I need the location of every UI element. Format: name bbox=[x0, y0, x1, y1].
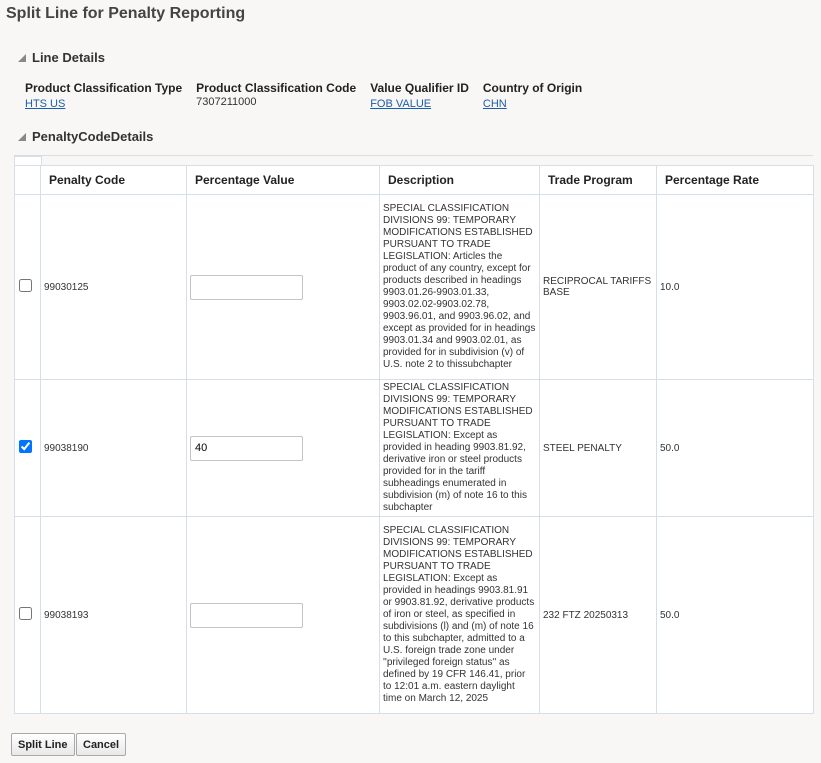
percentage-value-input[interactable] bbox=[190, 275, 303, 300]
column-header[interactable]: Percentage Value bbox=[187, 166, 380, 195]
description: SPECIAL CLASSIFICATION DIVISIONS 99: TEMPORARY MODIFICATIONS ESTABLISHED PURSUANT TO TRADE LEGISLATION: Except as provided in headings 9903.81.91 or 9903.81.92, derivative products of iron or steel, as specified in subdivisions (l) and (m) of note 16 to this subchapter, admitted to a U.S. foreign trade zone under ''privileged foreign status'' as defined by 19 CFR 146.41, prior to 12:01 a.m. eastern daylight time on March 12, 2025 bbox=[380, 517, 540, 714]
field-product-classification-type bbox=[25, 81, 182, 110]
field-country-of-origin bbox=[483, 81, 582, 110]
trade-program: RECIPROCAL TARIFFS BASE bbox=[540, 195, 657, 380]
line-details-fields bbox=[25, 81, 582, 110]
field-label: Product Classification Type bbox=[25, 81, 183, 95]
column-header[interactable]: Trade Program bbox=[540, 166, 657, 195]
row-select-cell bbox=[15, 195, 41, 380]
table-header-row bbox=[15, 166, 814, 195]
select-column-header bbox=[15, 166, 41, 195]
cancel-button[interactable]: Cancel bbox=[76, 733, 126, 756]
percentage-value-cell bbox=[187, 380, 380, 517]
collapse-triangle-icon[interactable] bbox=[18, 133, 26, 141]
column-header[interactable]: Penalty Code bbox=[41, 166, 187, 195]
description: SPECIAL CLASSIFICATION DIVISIONS 99: TEMPORARY MODIFICATIONS ESTABLISHED PURSUANT TO TRADE LEGISLATION: Articles the product of any country, except for products described in headings 9903.01.26-9903.01.33, 9903.02.02-9903.02.78, 9903.96.01, and 9903.96.02, and except as provided for in headings 9903.01.34 and 9903.02.01, as provided for in subdivision (v) of U.S. note 2 to thissubchapter bbox=[380, 195, 540, 380]
collapse-triangle-icon[interactable] bbox=[18, 54, 26, 62]
percentage-rate: 10.0 bbox=[657, 195, 814, 380]
field-value-qualifier-id bbox=[370, 81, 469, 110]
line-details-header[interactable] bbox=[18, 50, 105, 65]
percentage-rate: 50.0 bbox=[657, 380, 814, 517]
penalty-code: 99030125 bbox=[41, 195, 187, 380]
table-row bbox=[15, 380, 814, 517]
column-header[interactable]: Description bbox=[380, 166, 540, 195]
percentage-rate: 50.0 bbox=[657, 517, 814, 714]
chn-link[interactable]: CHN bbox=[482, 98, 507, 110]
row-checkbox[interactable] bbox=[19, 607, 32, 620]
penalty-code: 99038190 bbox=[41, 380, 187, 517]
split-line-button[interactable]: Split Line bbox=[11, 733, 75, 756]
row-select-cell bbox=[15, 517, 41, 714]
trade-program: STEEL PENALTY bbox=[540, 380, 657, 517]
field-value: 7307211000 bbox=[196, 96, 257, 108]
field-product-classification-code bbox=[196, 81, 356, 110]
field-label: Product Classification Code bbox=[196, 81, 357, 95]
trade-program: 232 FTZ 20250313 bbox=[540, 517, 657, 714]
hts-us-link[interactable]: HTS US bbox=[25, 98, 66, 110]
page-title: Split Line for Penalty Reporting bbox=[6, 5, 246, 22]
section-title: PenaltyCodeDetails bbox=[32, 129, 154, 144]
row-select-cell bbox=[15, 380, 41, 517]
field-label: Country of Origin bbox=[482, 81, 583, 95]
table-row bbox=[15, 517, 814, 714]
penalty-details-header[interactable] bbox=[18, 129, 153, 144]
table-row bbox=[15, 195, 814, 380]
section-title: Line Details bbox=[32, 50, 105, 65]
penalty-code: 99038193 bbox=[41, 517, 187, 714]
row-checkbox[interactable] bbox=[19, 440, 32, 453]
percentage-value-cell bbox=[187, 195, 380, 380]
column-header[interactable]: Percentage Rate bbox=[657, 166, 814, 195]
description: SPECIAL CLASSIFICATION DIVISIONS 99: TEMPORARY MODIFICATIONS ESTABLISHED PURSUANT TO TRADE LEGISLATION: Except as provided in heading 9903.81.92, derivative iron or steel products provided for in the tariff subheadings enumerated in subdivision (m) of note 16 to this subchapter bbox=[380, 380, 540, 517]
row-checkbox[interactable] bbox=[19, 279, 32, 292]
penalty-code-table bbox=[14, 165, 814, 714]
percentage-value-input[interactable] bbox=[190, 436, 303, 461]
percentage-value-input[interactable] bbox=[190, 603, 303, 628]
field-label: Value Qualifier ID bbox=[370, 81, 469, 95]
fob-value-link[interactable]: FOB VALUE bbox=[370, 98, 432, 110]
percentage-value-cell bbox=[187, 517, 380, 714]
